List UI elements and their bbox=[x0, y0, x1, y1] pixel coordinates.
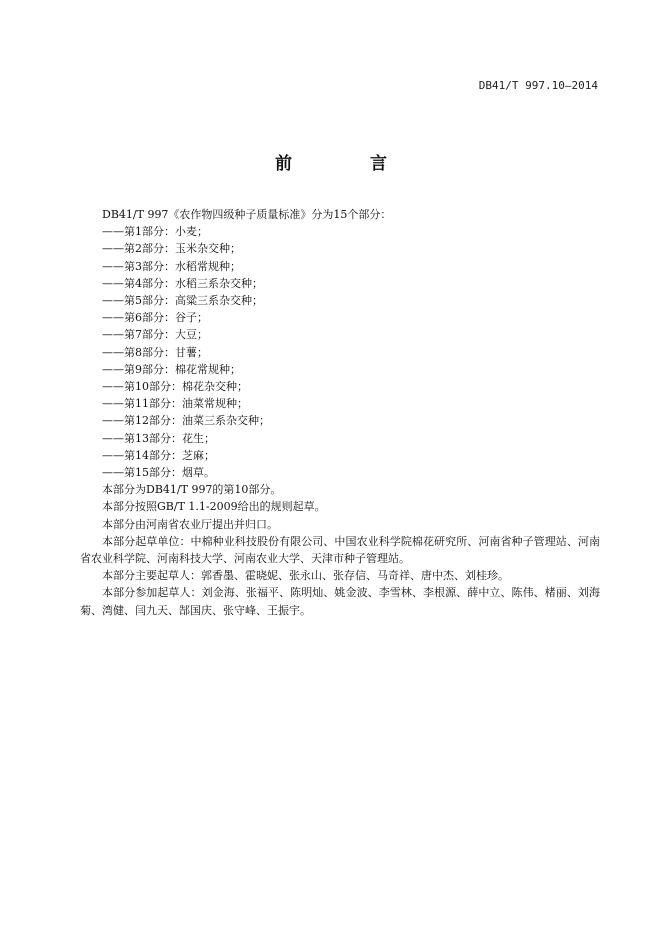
part-item: ——第11部分：油菜常规种； bbox=[102, 397, 248, 411]
part-item: ——第15部分：烟草。 bbox=[102, 466, 215, 480]
part-item: ——第2部分：玉米杂交种； bbox=[102, 242, 241, 256]
drafting-units-paragraph: 本部分起草单位：中棉种业科技股份有限公司、中国农业科学院棉花研究所、河南省种子管理站、河南省农业科学院、河南科技大学、河南农业大学、天津市种子管理站。 bbox=[80, 534, 600, 566]
proposed-by-statement: 本部分由河南省农业厅提出并归口。 bbox=[102, 517, 278, 531]
page-title: 前 言 bbox=[275, 154, 423, 174]
participating-drafters-paragraph: 本部分参加起草人：刘金海、张福平、陈明灿、姚金波、李雪林、李根源、薛中立、陈伟、楮丽、刘海菊、湾健、闫九天、郜国庆、张守峰、王振宇。 bbox=[80, 586, 600, 617]
part-item: ——第4部分：水稻三系杂交种； bbox=[102, 276, 263, 290]
part-item: ——第7部分：大豆； bbox=[102, 328, 208, 342]
part-item: ——第12部分：油菜三系杂交种； bbox=[102, 414, 270, 428]
part-item: ——第8部分：甘薯； bbox=[102, 345, 208, 359]
part-item: ——第6部分：谷子； bbox=[102, 311, 208, 325]
parts-list bbox=[80, 223, 600, 481]
drafting-rule-statement: 本部分按照GB/T 1.1-2009给出的规则起草。 bbox=[102, 500, 326, 514]
part-item: ——第9部分：棉花常规种； bbox=[102, 362, 241, 376]
foreword-body bbox=[80, 206, 600, 619]
main-drafters-statement: 本部分主要起草人：郭香墨、霍晓妮、张永山、张存信、马奇祥、唐中杰、刘桂珍。 bbox=[102, 569, 509, 583]
part-item: ——第3部分：水稻常规种； bbox=[102, 259, 241, 273]
part-item: ——第10部分：棉花杂交种； bbox=[102, 380, 248, 394]
document-code: DB41/T 997.10—2014 bbox=[478, 79, 598, 92]
part-of-statement: 本部分为DB41/T 997的第10部分。 bbox=[102, 483, 282, 497]
part-item: ——第14部分：芝麻； bbox=[102, 448, 215, 462]
intro-line: DB41/T 997《农作物四级种子质量标准》分为15个部分： bbox=[102, 208, 392, 221]
part-item: ——第5部分：高粱三系杂交种； bbox=[102, 294, 263, 308]
part-item: ——第1部分：小麦； bbox=[102, 225, 208, 239]
part-item: ——第13部分：花生； bbox=[102, 431, 215, 445]
